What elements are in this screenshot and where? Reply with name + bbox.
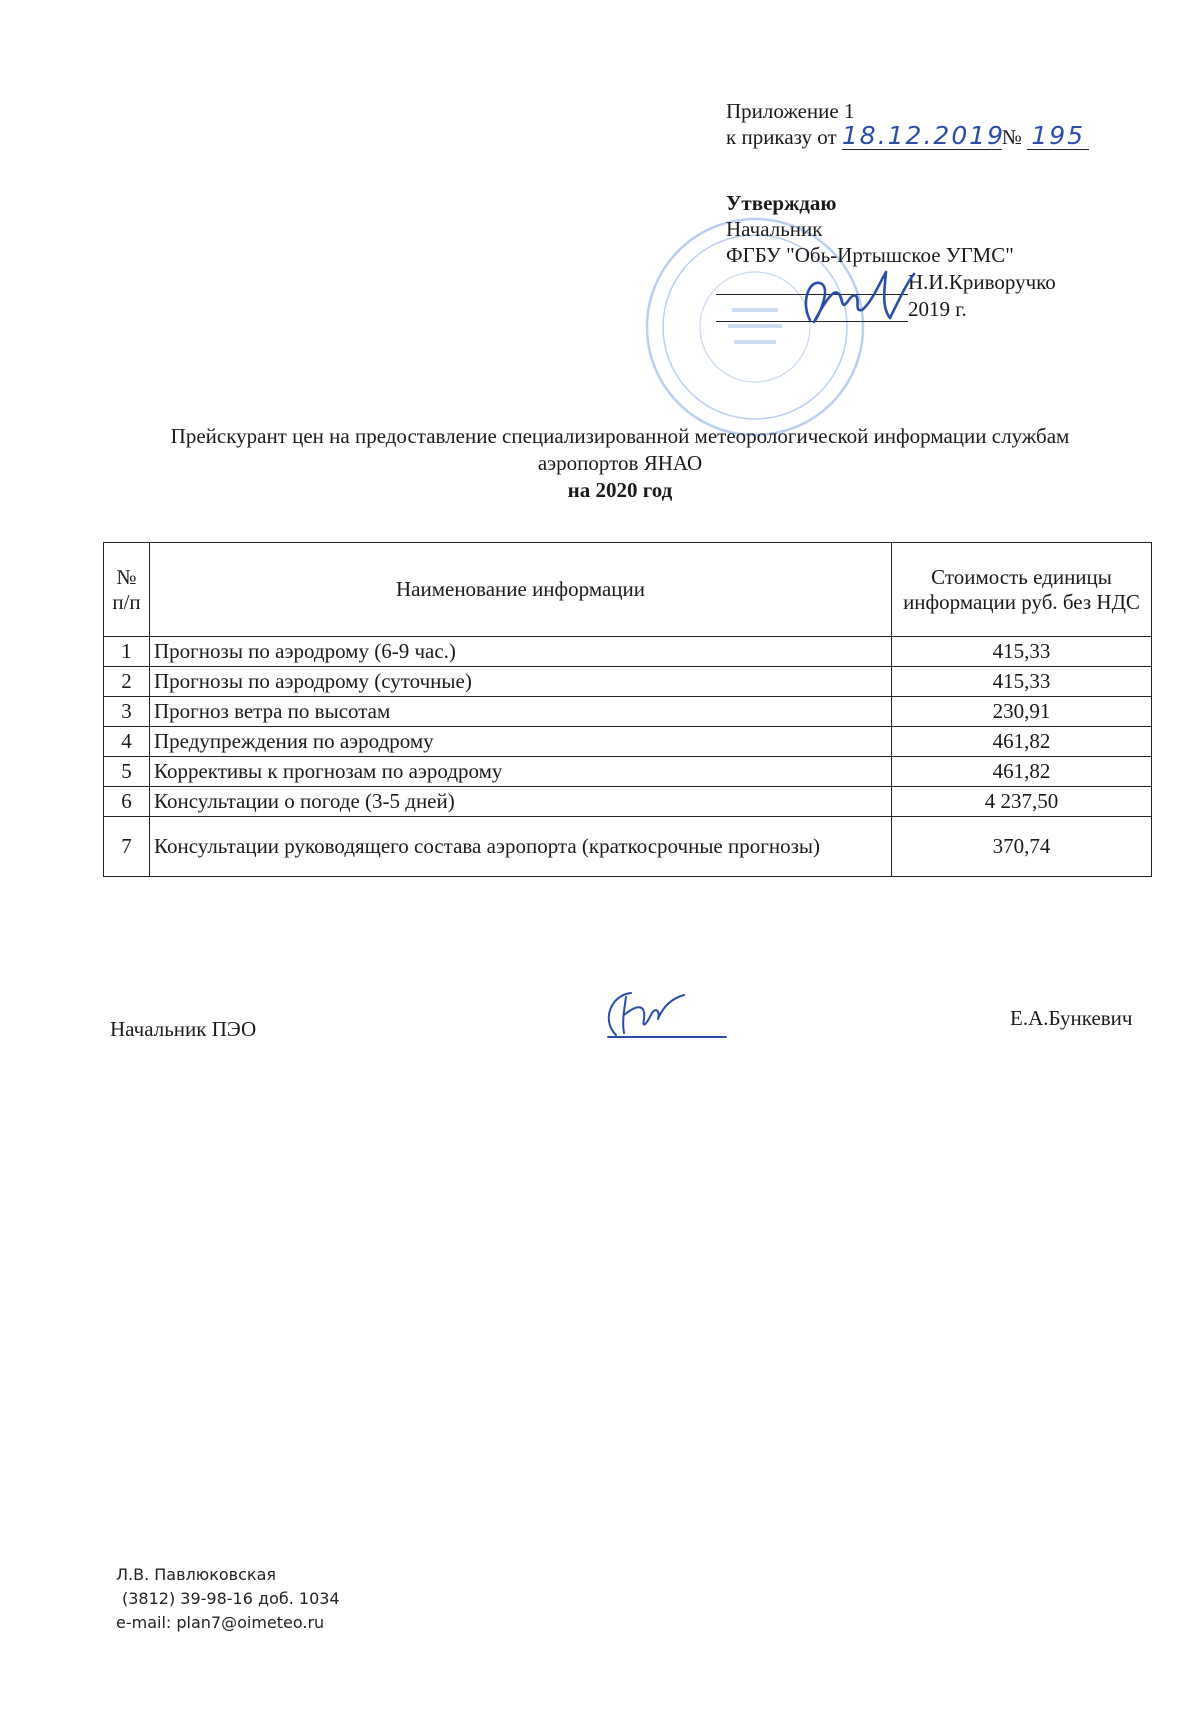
appendix-block	[726, 98, 1089, 150]
title-line-1: Прейскурант цен на предоставление специализированной метеорологической информации службам	[170, 424, 1070, 448]
row-name: Консультации о погоде (3-5 дней)	[150, 787, 892, 817]
table-row	[104, 667, 1152, 697]
row-num: 1	[104, 637, 150, 667]
row-num: 2	[104, 667, 150, 697]
order-date: 18.12.2019	[841, 121, 1006, 150]
row-price: 230,91	[892, 697, 1152, 727]
table-header-row	[104, 543, 1152, 637]
header-price: Стоимость единицы информации руб. без НДС	[892, 543, 1152, 637]
contact-email: e-mail: plan7@oimeteo.ru	[116, 1613, 325, 1632]
order-number: 195	[1031, 121, 1086, 150]
row-name: Коррективы к прогнозам по аэродрому	[150, 757, 892, 787]
contact-person: Л.В. Павлюковская	[116, 1565, 276, 1584]
row-name: Консультации руководящего состава аэропорта (краткосрочные прогнозы)	[150, 817, 892, 877]
row-price: 370,74	[892, 817, 1152, 877]
row-price: 415,33	[892, 667, 1152, 697]
footer-signature	[596, 985, 736, 1045]
price-table	[103, 542, 1152, 877]
table-row	[104, 817, 1152, 877]
row-price: 415,33	[892, 637, 1152, 667]
title-line-2: аэропортов ЯНАО	[537, 451, 703, 475]
order-number-field	[1027, 121, 1089, 150]
document-title	[100, 423, 1140, 504]
approver-signature	[790, 262, 920, 332]
title-year: на 2020 год	[567, 478, 673, 502]
order-reference	[726, 121, 1089, 150]
approver-position: Начальник	[726, 217, 823, 241]
table-row	[104, 727, 1152, 757]
order-date-field	[841, 121, 1006, 150]
row-num: 6	[104, 787, 150, 817]
row-name: Прогнозы по аэродрому (6-9 час.)	[150, 637, 892, 667]
row-num: 3	[104, 697, 150, 727]
row-num: 5	[104, 757, 150, 787]
signatory-name: Н.И.Криворучко	[908, 270, 1056, 294]
contact-block	[116, 1563, 340, 1635]
table-row	[104, 757, 1152, 787]
number-sign: №	[1001, 125, 1022, 149]
contact-phone: (3812) 39-98-16 доб. 1034	[122, 1589, 340, 1608]
row-name: Предупреждения по аэродрому	[150, 727, 892, 757]
table-row	[104, 637, 1152, 667]
table-row	[104, 697, 1152, 727]
approval-year: 2019 г.	[908, 297, 967, 321]
footer-name: Е.А.Бункевич	[1010, 1006, 1133, 1030]
appendix-label: Приложение 1	[726, 99, 855, 123]
header-num: № п/п	[104, 543, 150, 637]
row-price: 461,82	[892, 757, 1152, 787]
order-prefix: к приказу от	[726, 125, 837, 149]
row-name: Прогноз ветра по высотам	[150, 697, 892, 727]
footer-position: Начальник ПЭО	[110, 1017, 257, 1041]
row-name: Прогнозы по аэродрому (суточные)	[150, 667, 892, 697]
approve-label: Утверждаю	[726, 191, 837, 215]
header-name: Наименование информации	[150, 543, 892, 637]
row-price: 461,82	[892, 727, 1152, 757]
table-row	[104, 787, 1152, 817]
row-num: 7	[104, 817, 150, 877]
row-num: 4	[104, 727, 150, 757]
approver-organization: ФГБУ "Обь-Иртышское УГМС"	[726, 243, 1014, 267]
row-price: 4 237,50	[892, 787, 1152, 817]
